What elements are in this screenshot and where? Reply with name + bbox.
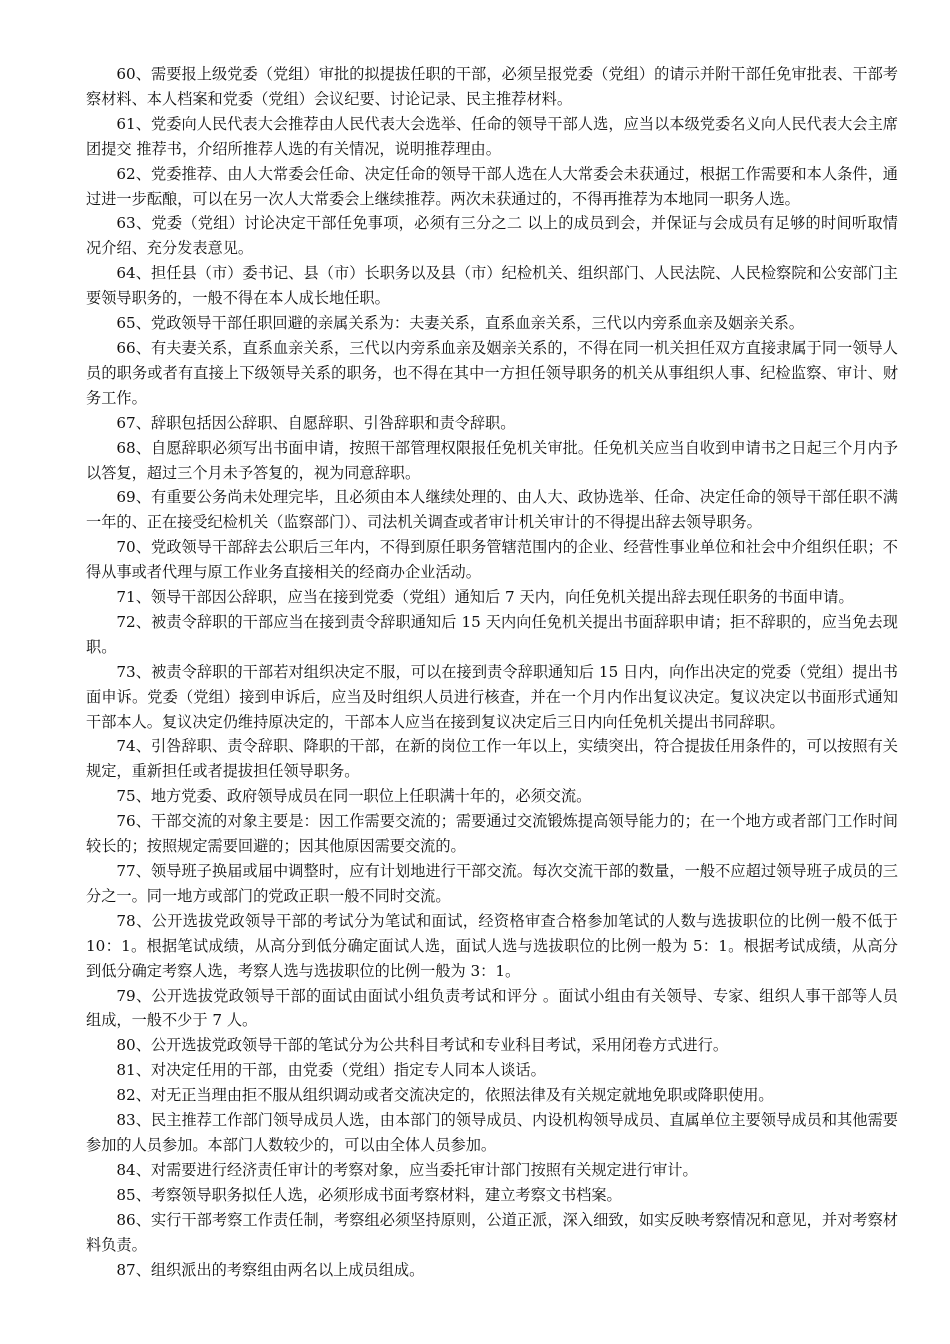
- paragraph-71: 71、领导干部因公辞职，应当在接到党委（党组）通知后 7 天内，向任免机关提出辞去现任职务的书面申请。: [116, 588, 854, 607]
- paragraph-60: 60、需要报上级党委（党组）审批的拟提拔任职的干部，必须呈报党委（党组）的请示并附干部任免审批表、干部考察材料、本人档案和党委（党组）会议纪要、讨论记录、民主推荐材料。: [86, 65, 898, 108]
- paragraph-84: 84、对需要进行经济责任审计的考察对象，应当委托审计部门按照有关规定进行审计。: [116, 1160, 698, 1179]
- paragraph-78: 78、公开选拔党政领导干部的考试分为笔试和面试，经资格审查合格参加笔试的人数与选拔职位的比例一般不低于 10：1。根据笔试成绩，从高分到低分确定面试人选，面试人选与选拔职位的比例一般为 5：1。根据考试成绩，从高分到低分确定考察人选，考察人选与选拔职位的比例一般为 3：1。: [86, 911, 898, 980]
- paragraph-73: 73、被责令辞职的干部若对组织决定不服，可以在接到责令辞职通知后 15 日内，向作出决定的党委（党组）提出书面申诉。党委（党组）接到申诉后，应当及时组织人员进行核查，并在一个月内作出复议决定。复议决定以书面形式通知干部本人。复议决定仍维持原决定的，干部本人应当在接到复议决定后三日内向任免机关提出书同辞职。: [86, 662, 898, 731]
- paragraph-77: 77、领导班子换届或届中调整时，应有计划地进行干部交流。每次交流干部的数量，一般不应超过领导班子成员的三分之一。同一地方或部门的党政正职一般不同时交流。: [86, 862, 898, 905]
- paragraph-82: 82、对无正当理由拒不服从组织调动或者交流决定的，依照法律及有关规定就地免职或降职使用。: [116, 1086, 774, 1105]
- paragraph-65: 65、党政领导干部任职回避的亲属关系为：夫妻关系，直系血亲关系，三代以内旁系血亲及姻亲关系。: [116, 314, 804, 333]
- paragraph-87: 87、组织派出的考察组由两名以上成员组成。: [116, 1260, 425, 1279]
- paragraph-74: 74、引咎辞职、责令辞职、降职的干部，在新的岗位工作一年以上，实绩突出，符合提拔任用条件的，可以按照有关规定，重新担任或者提拔担任领导职务。: [86, 737, 898, 781]
- paragraph-79: 79、公开选拔党政领导干部的面试由面试小组负责考试和评分 。面试小组由有关领导、专家、组织人事干部等人员组成，一般不少于 7 人。: [86, 986, 898, 1030]
- paragraph-75: 75、地方党委、政府领导成员在同一职位上任职满十年的，必须交流。: [116, 787, 592, 806]
- paragraph-86: 86、实行干部考察工作责任制，考察组必须坚持原则，公道正派，深入细致，如实反映考察情况和意见，并对考察材料负责。: [86, 1210, 898, 1254]
- paragraph-62: 62、党委推荐、由人大常委会任命、决定任命的领导干部人选在人大常委会未获通过，根据工作需要和本人条件，通过进一步酝酿，可以在另一次人大常委会上继续推荐。两次未获通过的，不得再推荐为本地同一职务人选。: [86, 164, 898, 208]
- paragraph-63: 63、党委（党组）讨论决定干部任免事项，必须有三分之二 以上的成员到会，并保证与会成员有足够的时间听取情况介绍、充分发表意见。: [86, 214, 898, 258]
- paragraph-70: 70、党政领导干部辞去公职后三年内，不得到原任职务管辖范围内的企业、经营性事业单位和社会中介组织任职；不得从事或者代理与原工作业务直接相关的经商办企业活动。: [86, 538, 898, 582]
- paragraph-85: 85、考察领导职务拟任人选，必须形成书面考察材料，建立考察文书档案。: [116, 1185, 622, 1204]
- paragraph-61: 61、党委向人民代表大会推荐由人民代表大会选举、任命的领导干部人选，应当以本级党委名义向人民代表大会主席团提交 推荐书，介绍所推荐人选的有关情况，说明推荐理由。: [86, 114, 898, 158]
- paragraph-76: 76、干部交流的对象主要是：因工作需要交流的；需要通过交流锻炼提高领导能力的；在一个地方或者部门工作时间较长的；按照规定需要回避的；因其他原因需要交流的。: [86, 812, 898, 856]
- paragraph-67: 67、辞职包括因公辞职、自愿辞职、引咎辞职和责令辞职。: [116, 413, 516, 432]
- paragraph-66: 66、有夫妻关系，直系血亲关系，三代以内旁系血亲及姻亲关系的，不得在同一机关担任双方直接隶属于同一领导人员的职务或者有直接上下级领导关系的职务，也不得在其中一方担任领导职务的机关从事组织人事、纪检监察、审计、财务工作。: [86, 338, 898, 407]
- paragraph-69: 69、有重要公务尚未处理完毕，且必须由本人继续处理的、由人大、政协选举、任命、决定任命的领导干部任职不满一年的、正在接受纪检机关（监察部门）、司法机关调查或者审计机关审计的不得提出辞去领导职务。: [86, 488, 898, 532]
- document-body: [86, 62, 898, 1282]
- paragraph-81: 81、对决定任用的干部，由党委（党组）指定专人同本人谈话。: [116, 1061, 546, 1080]
- paragraph-68: 68、自愿辞职必须写出书面申请，按照干部管理权限报任免机关审批。任免机关应当自收到申请书之日起三个月内予以答复，超过三个月未予答复的，视为同意辞职。: [86, 438, 898, 482]
- paragraph-83: 83、民主推荐工作部门领导成员人选，由本部门的领导成员、内设机构领导成员、直属单位主要领导成员和其他需要参加的人员参加。本部门人数较少的，可以由全体人员参加。: [86, 1111, 898, 1154]
- paragraph-72: 72、被责令辞职的干部应当在接到责令辞职通知后 15 天内向任免机关提出书面辞职申请；拒不辞职的，应当免去现职。: [86, 612, 898, 656]
- paragraph-80: 80、公开选拔党政领导干部的笔试分为公共科目考试和专业科目考试，采用闭卷方式进行。: [116, 1036, 729, 1055]
- paragraph-64: 64、担任县（市）委书记、县（市）长职务以及县（市）纪检机关、组织部门、人民法院、人民检察院和公安部门主要领导职务的，一般不得在本人成长地任职。: [86, 264, 898, 308]
